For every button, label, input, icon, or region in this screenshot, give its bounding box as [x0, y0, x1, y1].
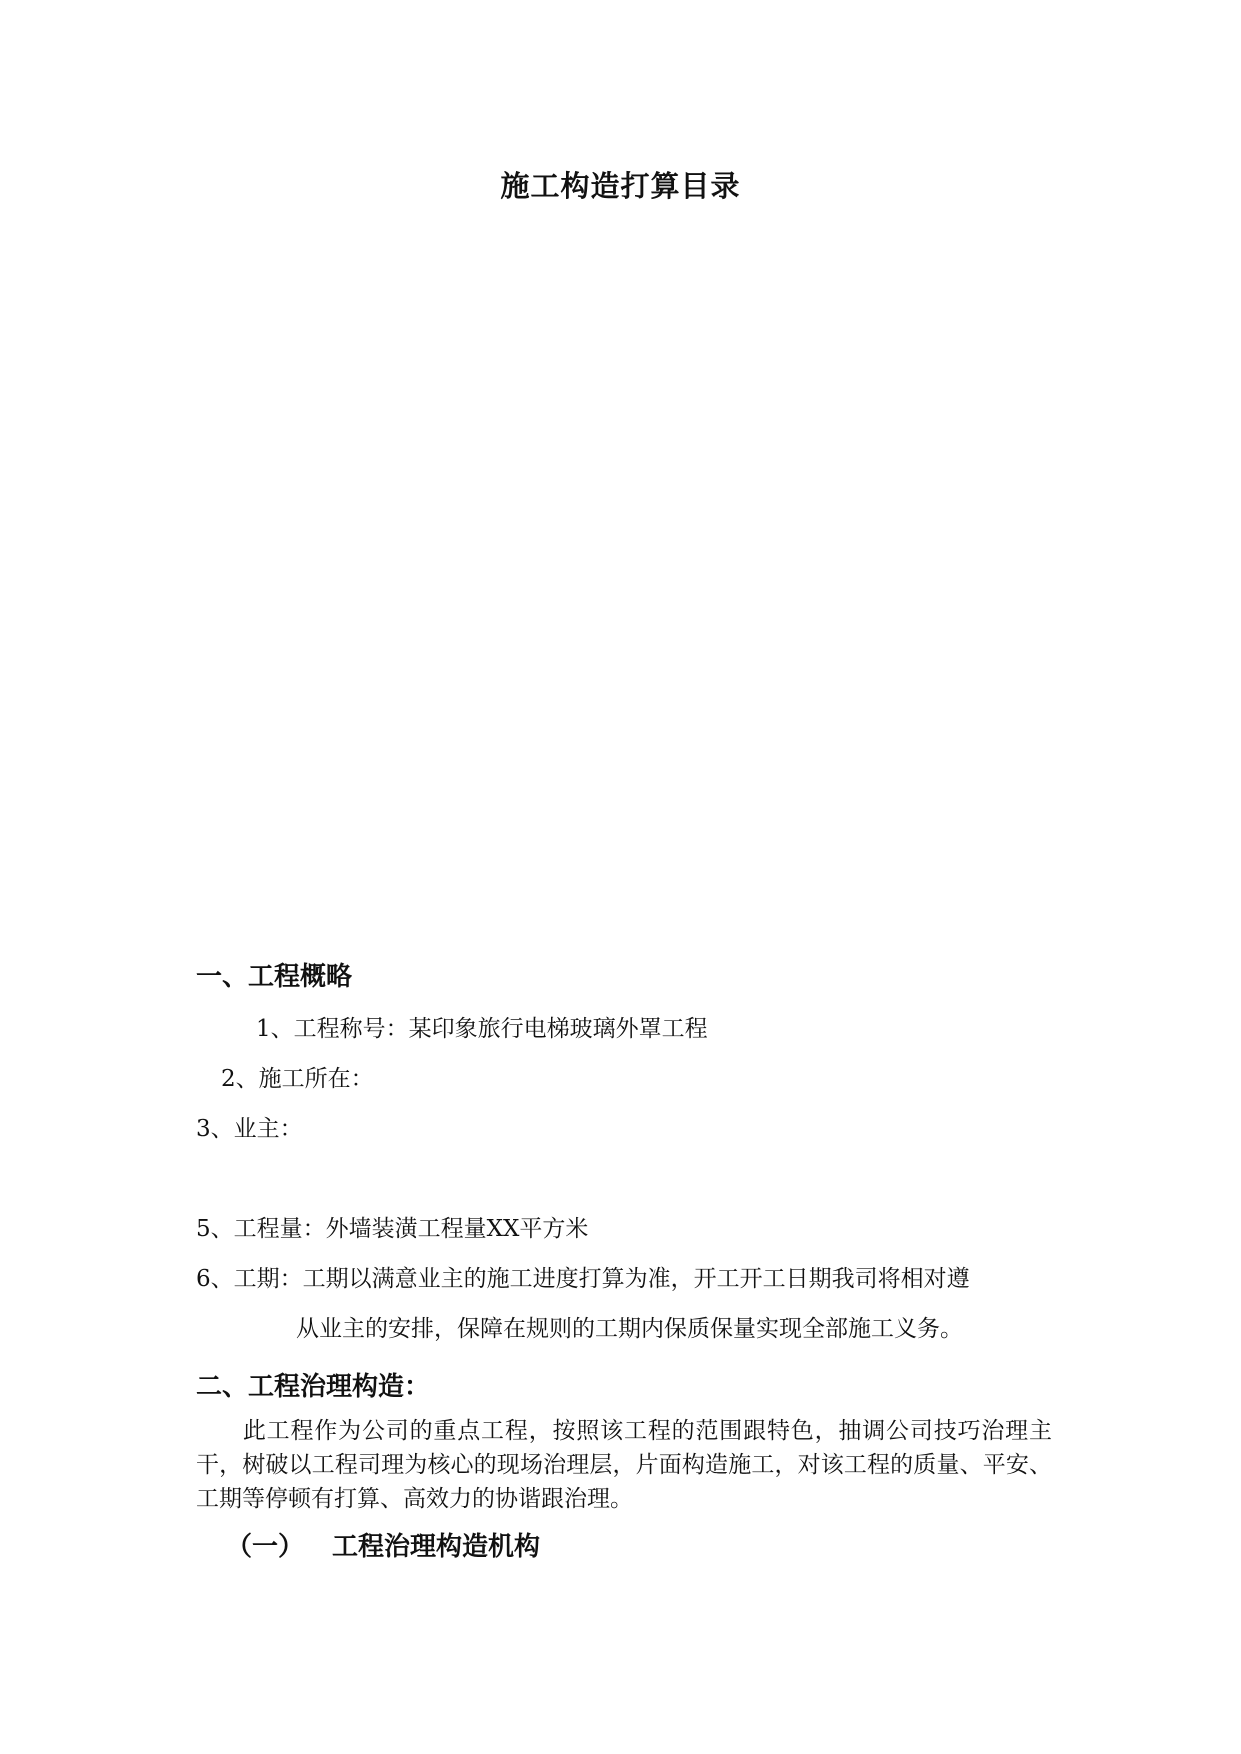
overview-item-owner: 3、业主：	[196, 1116, 303, 1142]
overview-item-quantity: 5、工程量：外墙装潢工程量XX平方米	[196, 1216, 589, 1242]
subsection-number: （一）	[226, 1532, 305, 1562]
management-paragraph	[196, 1414, 1052, 1516]
overview-item-location: 2、施工所在：	[221, 1066, 374, 1092]
overview-item-schedule-continued: 从业主的安排，保障在规则的工期内保质保量实现全部施工义务。	[296, 1316, 963, 1342]
subsection-title: 工程治理构造机构	[332, 1532, 541, 1562]
section-heading-overview: 一、工程概略	[196, 962, 353, 992]
document-title: 施工构造打算目录	[500, 169, 741, 203]
management-paragraph-text: 此工程作为公司的重点工程，按照该工程的范围跟特色，抽调公司技巧治理主干，树破以工程司理为核心的现场治理层，片面构造施工，对该工程的质量、平安、工期等停顿有打算、高效力的协谐跟治理。	[196, 1418, 1052, 1512]
subsection-heading	[226, 1526, 540, 1563]
section-heading-management: 二、工程治理构造：	[196, 1372, 431, 1402]
overview-item-project-name: 1、工程称号：某印象旅行电梯玻璃外罩工程	[256, 1016, 708, 1042]
overview-item-schedule: 6、工期：工期以满意业主的施工进度打算为准，开工开工日期我司将相对遵	[196, 1266, 970, 1292]
